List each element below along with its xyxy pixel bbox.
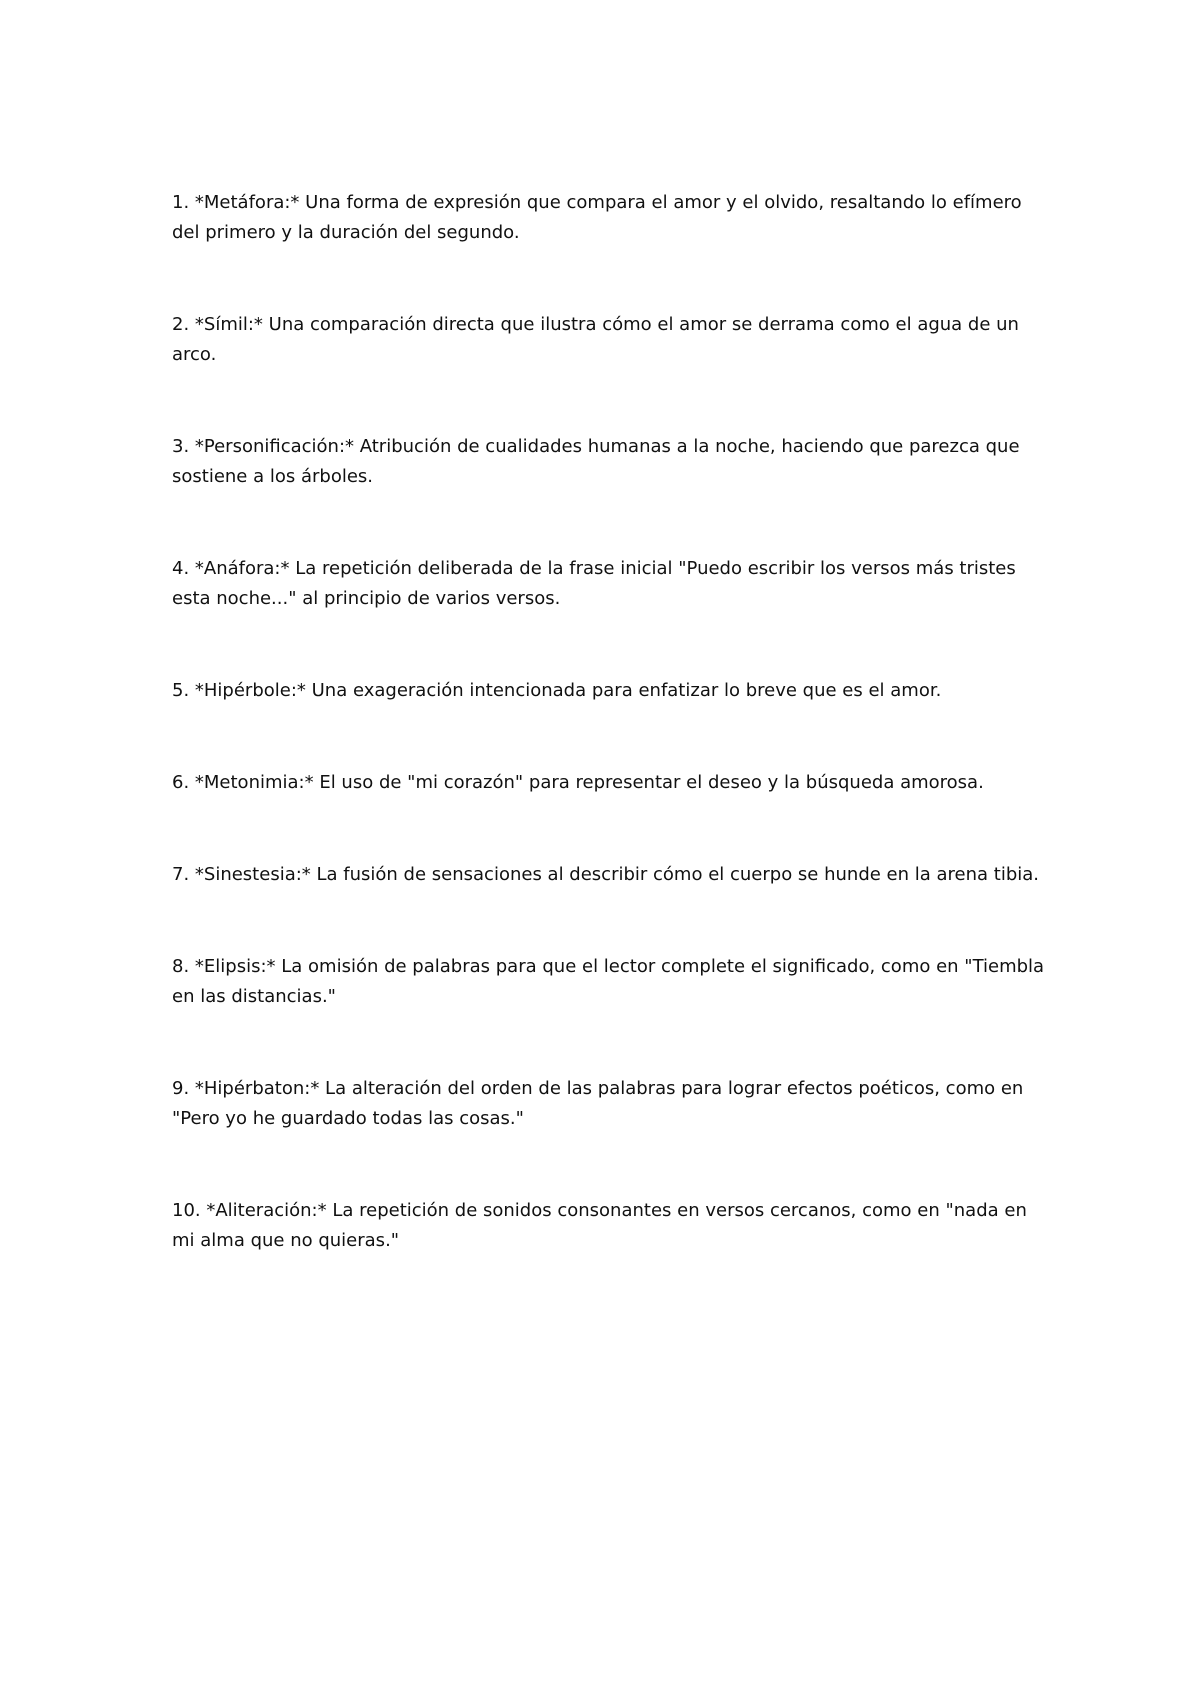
list-item-text: 6. *Metonimia:* El uso de "mi corazón" para representar el deseo y la búsqueda amorosa. — [172, 772, 984, 793]
list-item-text: 5. *Hipérbole:* Una exageración intencionada para enfatizar lo breve que es el amor. — [172, 680, 942, 701]
list-item-aliteracion — [172, 1196, 1052, 1256]
list-item-text: 8. *Elipsis:* La omisión de palabras para que el lector complete el significado, como en "Tiembla en las distancias." — [172, 956, 1045, 1007]
list-item-text: 10. *Aliteración:* La repetición de sonidos consonantes en versos cercanos, como en "nada en mi alma que no quieras." — [172, 1200, 1027, 1251]
list-item-text: 7. *Sinestesia:* La fusión de sensaciones al describir cómo el cuerpo se hunde en la arena tibia. — [172, 864, 1040, 885]
list-item-anafora — [172, 554, 1052, 614]
list-item-metonimia — [172, 768, 1052, 798]
list-item-text: 1. *Metáfora:* Una forma de expresión que compara el amor y el olvido, resaltando lo efímero del primero y la duración del segundo. — [172, 192, 1022, 243]
list-item-sinestesia — [172, 860, 1052, 890]
list-item-text: 4. *Anáfora:* La repetición deliberada de la frase inicial "Puedo escribir los versos más tristes esta noche..." al principio de varios versos. — [172, 558, 1016, 609]
list-item-text: 3. *Personificación:* Atribución de cualidades humanas a la noche, haciendo que parezca que sostiene a los árboles. — [172, 436, 1020, 487]
list-item-personificacion — [172, 432, 1052, 492]
list-item-text: 2. *Símil:* Una comparación directa que ilustra cómo el amor se derrama como el agua de un arco. — [172, 314, 1019, 365]
list-item-text: 9. *Hipérbaton:* La alteración del orden de las palabras para lograr efectos poéticos, como en "Pero yo he guardado todas las cosas." — [172, 1078, 1024, 1129]
figures-list — [172, 188, 1052, 1318]
list-item-metafora — [172, 188, 1052, 248]
list-item-hiperbaton — [172, 1074, 1052, 1134]
list-item-simil — [172, 310, 1052, 370]
list-item-elipsis — [172, 952, 1052, 1012]
list-item-hiperbole — [172, 676, 1052, 706]
